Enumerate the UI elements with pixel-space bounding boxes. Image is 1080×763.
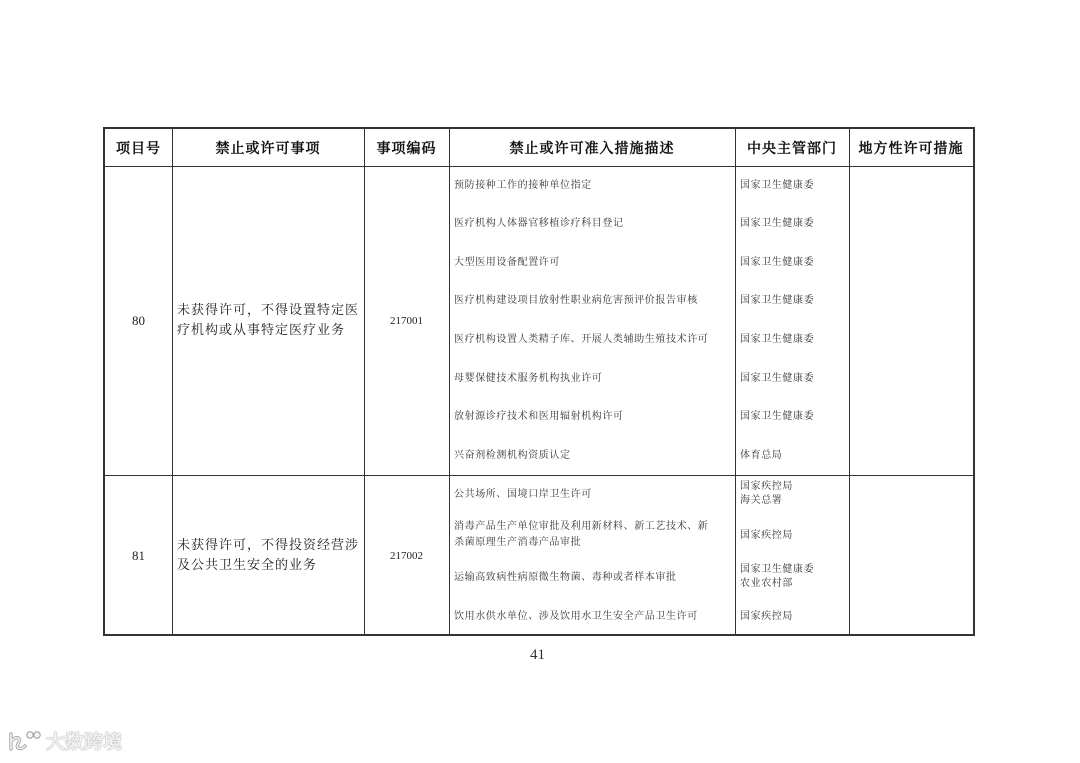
measure-description: 预防接种工作的接种单位指定 [454,180,592,191]
central-department: 国家卫生健康委 [740,180,815,191]
department-line: 国家疾控局 [740,481,793,492]
header-code: 事项编码 [376,141,437,157]
department-line: 农业农村部 [740,578,793,589]
measure-description: 饮用水供水单位、涉及饮用水卫生安全产品卫生许可 [454,611,698,622]
measure-description [454,519,708,551]
brand-logo-icon [8,730,42,752]
item-number: 81 [132,548,145,563]
measure-description: 运输高致病性病原微生物菌、毒种或者样本审批 [454,572,677,583]
matter-text-line: 未获得许可，不得投资经营涉 [177,538,360,553]
matter-text-line: 未获得许可，不得设置特定医 [177,303,360,318]
central-department: 体育总局 [740,450,783,461]
header-central-department: 中央主管部门 [747,141,837,157]
central-department: 国家卫生健康委 [740,218,815,229]
header-matter: 禁止或许可事项 [215,141,321,157]
matter-text-line: 及公共卫生安全的业务 [177,558,318,573]
local-measures-cell [850,476,973,636]
permit-table [103,127,975,636]
page-number: 41 [530,647,545,663]
measure-description: 医疗机构设置人类精子库、开展人类辅助生殖技术许可 [454,334,709,345]
item-number: 80 [132,313,145,328]
local-measures-cell [850,167,973,475]
matter-code: 217002 [390,550,423,562]
measure-description: 母婴保健技术服务机构执业许可 [454,373,603,384]
central-department: 国家卫生健康委 [740,257,815,268]
measure-description: 医疗机构建设项目放射性职业病危害预评价报告审核 [454,295,698,306]
table-row [105,167,973,475]
matter-cell [173,476,364,636]
table-row [105,476,973,636]
central-department: 国家疾控局 [740,611,793,622]
central-department [740,480,793,508]
central-department: 国家卫生健康委 [740,411,815,422]
watermark [8,727,122,754]
header-item-no: 项目号 [116,141,161,157]
central-department [740,563,814,591]
header-measure-description: 禁止或许可准入措施描述 [509,141,675,157]
measure-description: 放射源诊疗技术和医用辐射机构许可 [454,411,624,422]
department-line: 国家卫生健康委 [740,564,815,575]
measure-description: 兴奋剂检测机构资质认定 [454,450,571,461]
description-line: 杀菌原理生产消毒产品审批 [454,537,582,548]
description-line: 消毒产品生产单位审批及利用新材料、新工艺技术、新 [454,521,709,532]
table-header-row [105,129,973,167]
central-department: 国家卫生健康委 [740,295,815,306]
matter-text-line: 疗机构或从事特定医疗业务 [177,323,346,338]
central-department: 国家疾控局 [740,530,793,541]
measure-description: 公共场所、国境口岸卫生许可 [454,489,592,500]
watermark-text: 大数跨境 [46,731,123,753]
department-line: 海关总署 [740,495,783,506]
header-local-measures: 地方性许可措施 [858,141,964,157]
measure-description: 大型医用设备配置许可 [454,257,560,268]
matter-code: 217001 [390,315,423,327]
central-department: 国家卫生健康委 [740,334,815,345]
matter-cell [173,167,364,475]
measure-description: 医疗机构人体器官移植诊疗科目登记 [454,218,624,229]
central-department: 国家卫生健康委 [740,373,815,384]
